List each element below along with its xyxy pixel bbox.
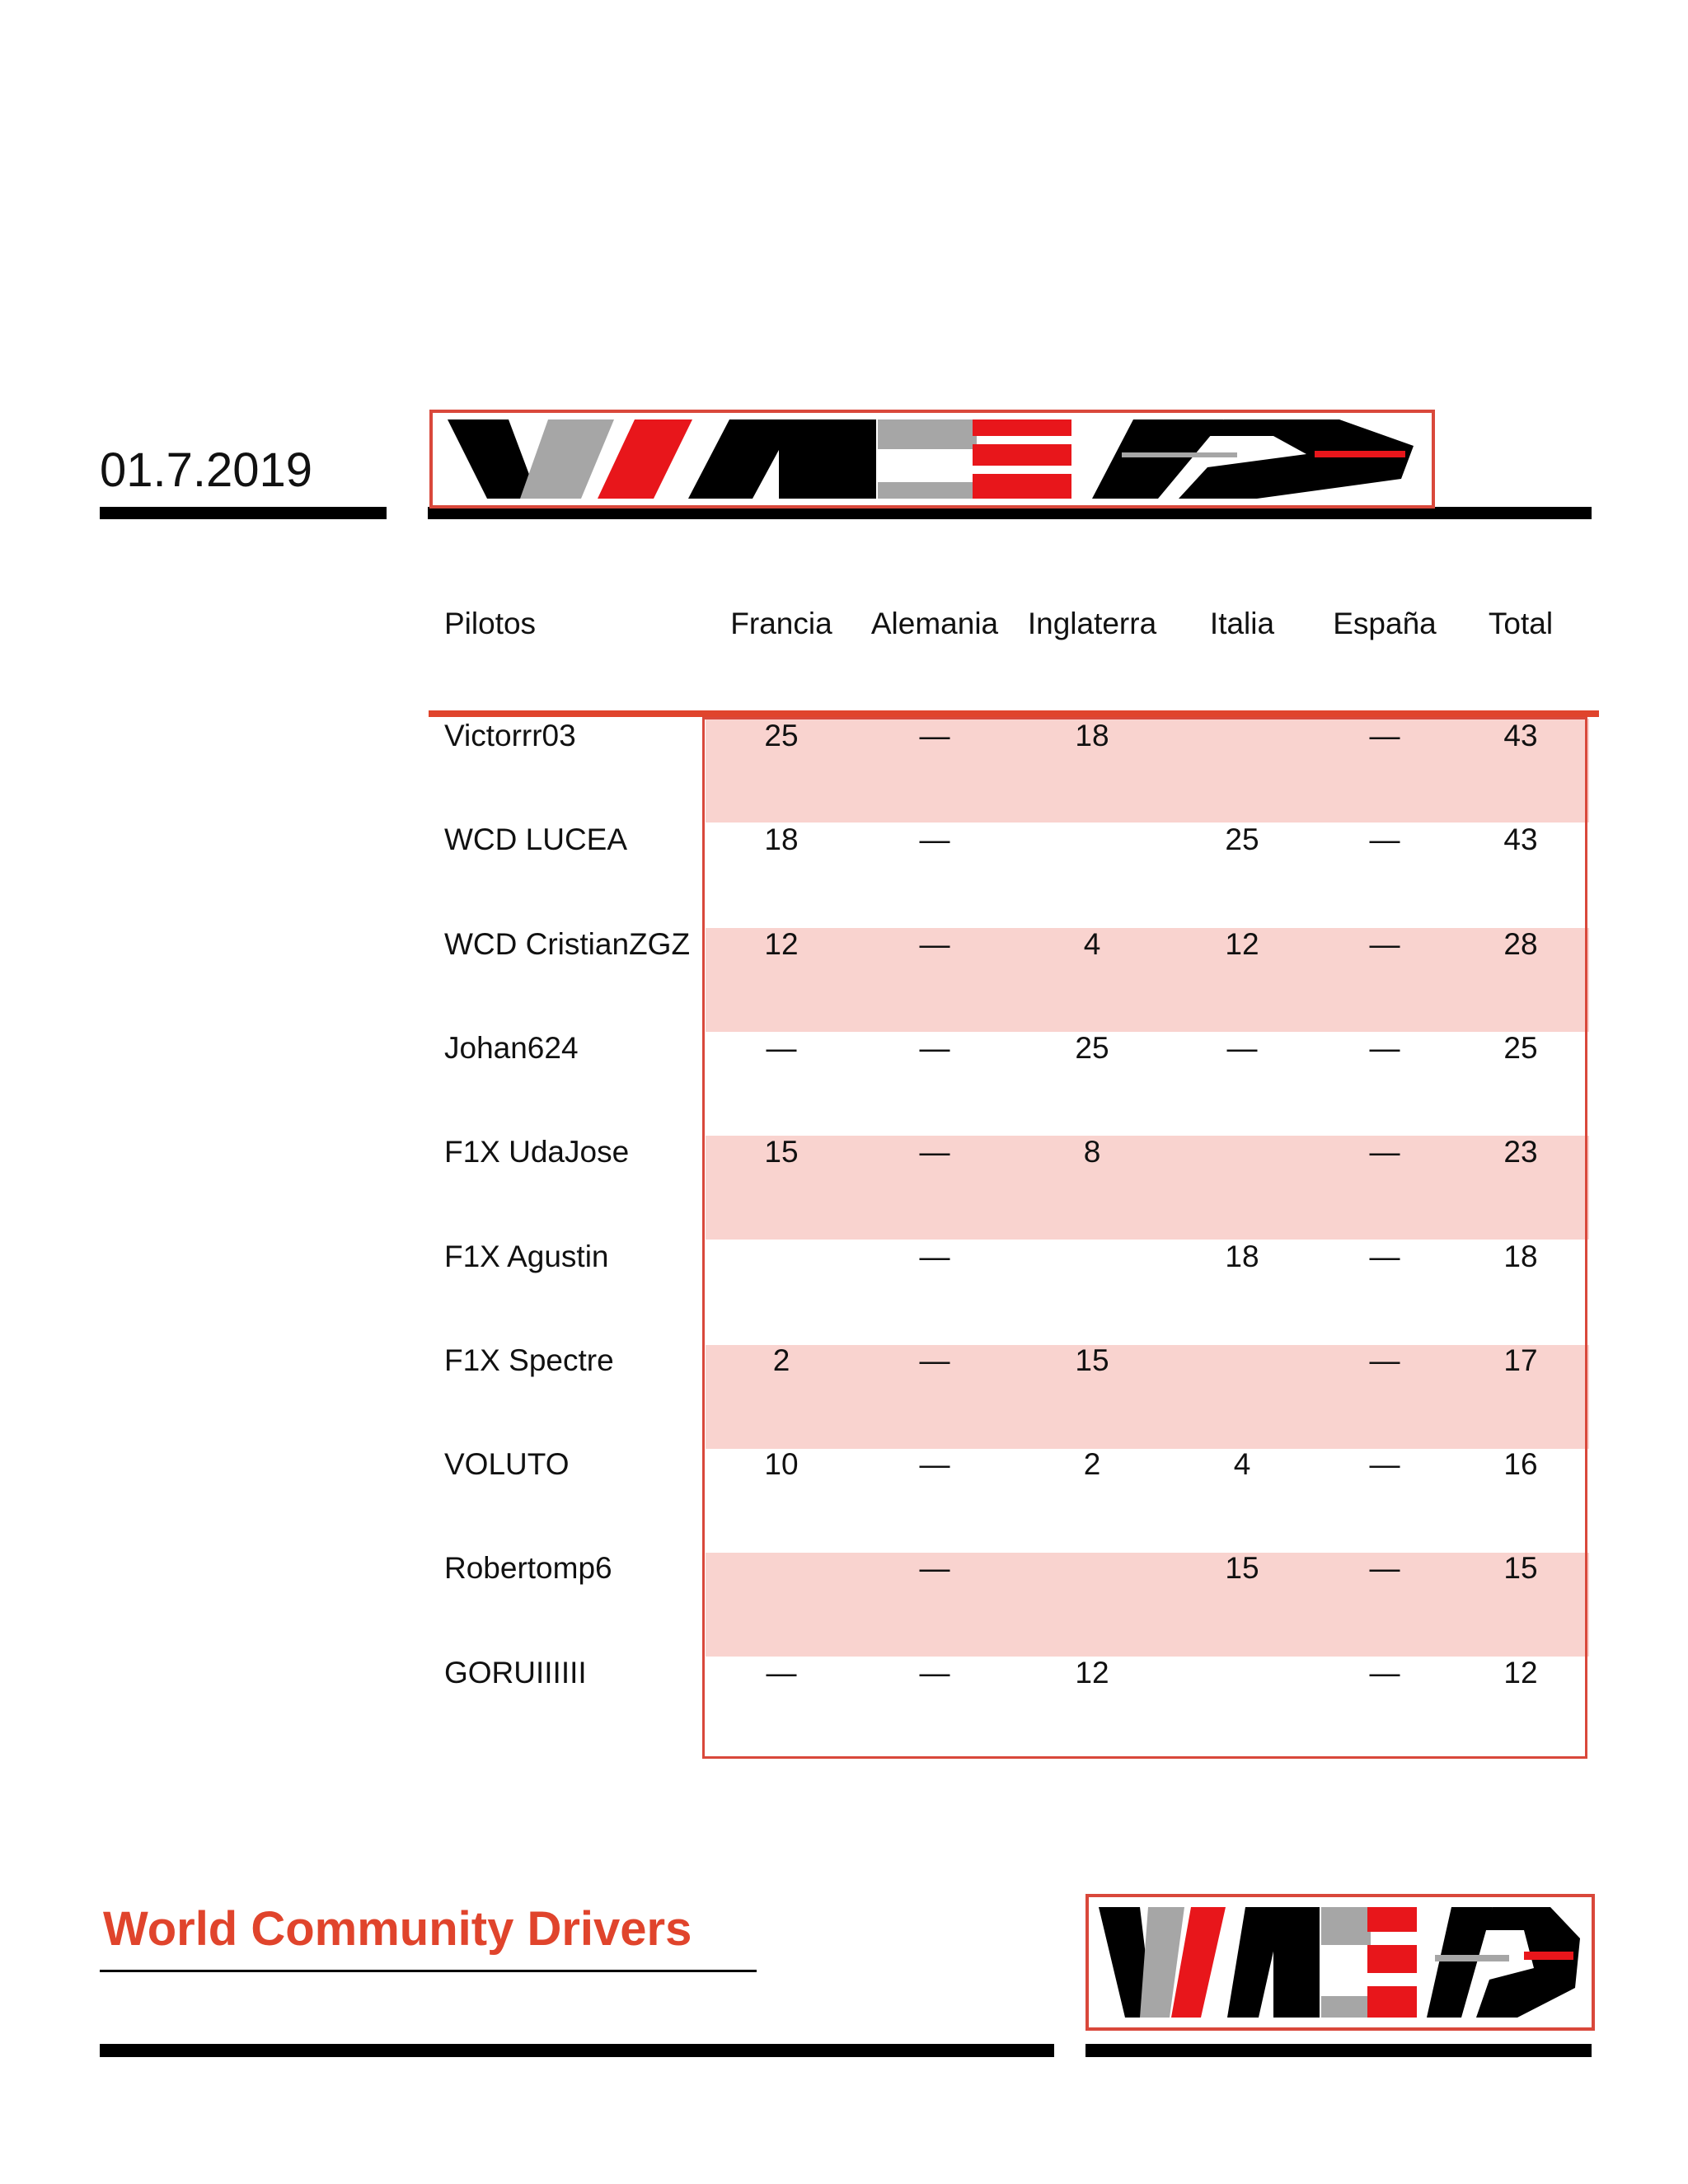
- cell-inglaterra: 18: [1075, 719, 1109, 752]
- cell-alemania: —: [919, 1135, 950, 1169]
- cell-total: 23: [1503, 1135, 1538, 1169]
- pilot-name: F1X Agustin: [444, 1240, 609, 1273]
- cell-alemania: —: [919, 1447, 950, 1481]
- cell-total: 28: [1503, 927, 1538, 961]
- col-header-alemania: Alemania: [870, 607, 999, 640]
- cell-alemania: —: [919, 1343, 950, 1377]
- cell-espana: —: [1369, 1240, 1400, 1273]
- cell-inglaterra: 2: [1083, 1447, 1101, 1481]
- cell-total: 25: [1503, 1031, 1538, 1065]
- pilot-name: F1X Spectre: [444, 1343, 614, 1377]
- footer-rule-left: [100, 2044, 1054, 2057]
- cell-espana: —: [1369, 1551, 1400, 1585]
- pilot-name: Victorrr03: [444, 719, 576, 752]
- cell-italia: 15: [1225, 1551, 1259, 1585]
- cell-espana: —: [1369, 1447, 1400, 1481]
- cell-alemania: —: [919, 719, 950, 752]
- cell-total: 16: [1503, 1447, 1538, 1481]
- footer-rule-right: [1085, 2044, 1592, 2057]
- wcd-logo-footer: [1085, 1894, 1595, 2031]
- cell-alemania: —: [919, 823, 950, 856]
- cell-francia: 2: [772, 1343, 790, 1377]
- cell-espana: —: [1369, 719, 1400, 752]
- cell-espana: —: [1369, 823, 1400, 856]
- cell-espana: —: [1369, 1031, 1400, 1065]
- cell-inglaterra: 4: [1083, 927, 1101, 961]
- cell-alemania: —: [919, 1240, 950, 1273]
- col-header-pilotos: Pilotos: [444, 607, 537, 640]
- cell-alemania: —: [919, 1031, 950, 1065]
- footer-title-underline: [100, 1970, 757, 1972]
- cell-espana: —: [1369, 1656, 1400, 1690]
- pilot-name: WCD LUCEA: [444, 823, 628, 856]
- col-header-total: Total: [1488, 607, 1554, 640]
- cell-francia: 18: [764, 823, 799, 856]
- col-header-italia: Italia: [1209, 607, 1275, 640]
- cell-francia: 12: [764, 927, 799, 961]
- cell-francia: —: [766, 1031, 797, 1065]
- pilot-name: VOLUTO: [444, 1447, 570, 1481]
- cell-inglaterra: 8: [1083, 1135, 1101, 1169]
- cell-italia: 25: [1225, 823, 1259, 856]
- cell-total: 17: [1503, 1343, 1538, 1377]
- cell-francia: 15: [764, 1135, 799, 1169]
- cell-total: 43: [1503, 823, 1538, 856]
- pilot-name: F1X UdaJose: [444, 1135, 630, 1169]
- cell-inglaterra: 15: [1075, 1343, 1109, 1377]
- pilot-name: GORUIIIIII: [444, 1656, 587, 1690]
- cell-francia: 25: [764, 719, 799, 752]
- pilot-name: Johan624: [444, 1031, 579, 1065]
- wcd-logo-header: [429, 410, 1435, 509]
- date: 01.7.2019: [100, 443, 313, 497]
- cell-inglaterra: 12: [1075, 1656, 1109, 1690]
- cell-italia: 4: [1233, 1447, 1251, 1481]
- cell-espana: —: [1369, 1135, 1400, 1169]
- cell-francia: —: [766, 1656, 797, 1690]
- cell-alemania: —: [919, 1551, 950, 1585]
- pilot-name: WCD CristianZGZ: [444, 927, 691, 961]
- cell-francia: 10: [764, 1447, 799, 1481]
- cell-total: 12: [1503, 1656, 1538, 1690]
- cell-total: 18: [1503, 1240, 1538, 1273]
- cell-italia: 12: [1225, 927, 1259, 961]
- col-header-espana: España: [1333, 607, 1437, 640]
- footer-title: World Community Drivers: [103, 1902, 692, 1956]
- date-underline: [100, 507, 387, 519]
- cell-alemania: —: [919, 1656, 950, 1690]
- col-header-francia: Francia: [730, 607, 832, 640]
- pilot-name: Robertomp6: [444, 1551, 612, 1585]
- cell-espana: —: [1369, 1343, 1400, 1377]
- cell-italia: 18: [1225, 1240, 1259, 1273]
- cell-espana: —: [1369, 927, 1400, 961]
- col-header-inglaterra: Inglaterra: [1027, 607, 1157, 640]
- cell-total: 43: [1503, 719, 1538, 752]
- cell-alemania: —: [919, 927, 950, 961]
- cell-total: 15: [1503, 1551, 1538, 1585]
- cell-italia: —: [1226, 1031, 1258, 1065]
- header-rule: [428, 507, 1592, 519]
- cell-inglaterra: 25: [1075, 1031, 1109, 1065]
